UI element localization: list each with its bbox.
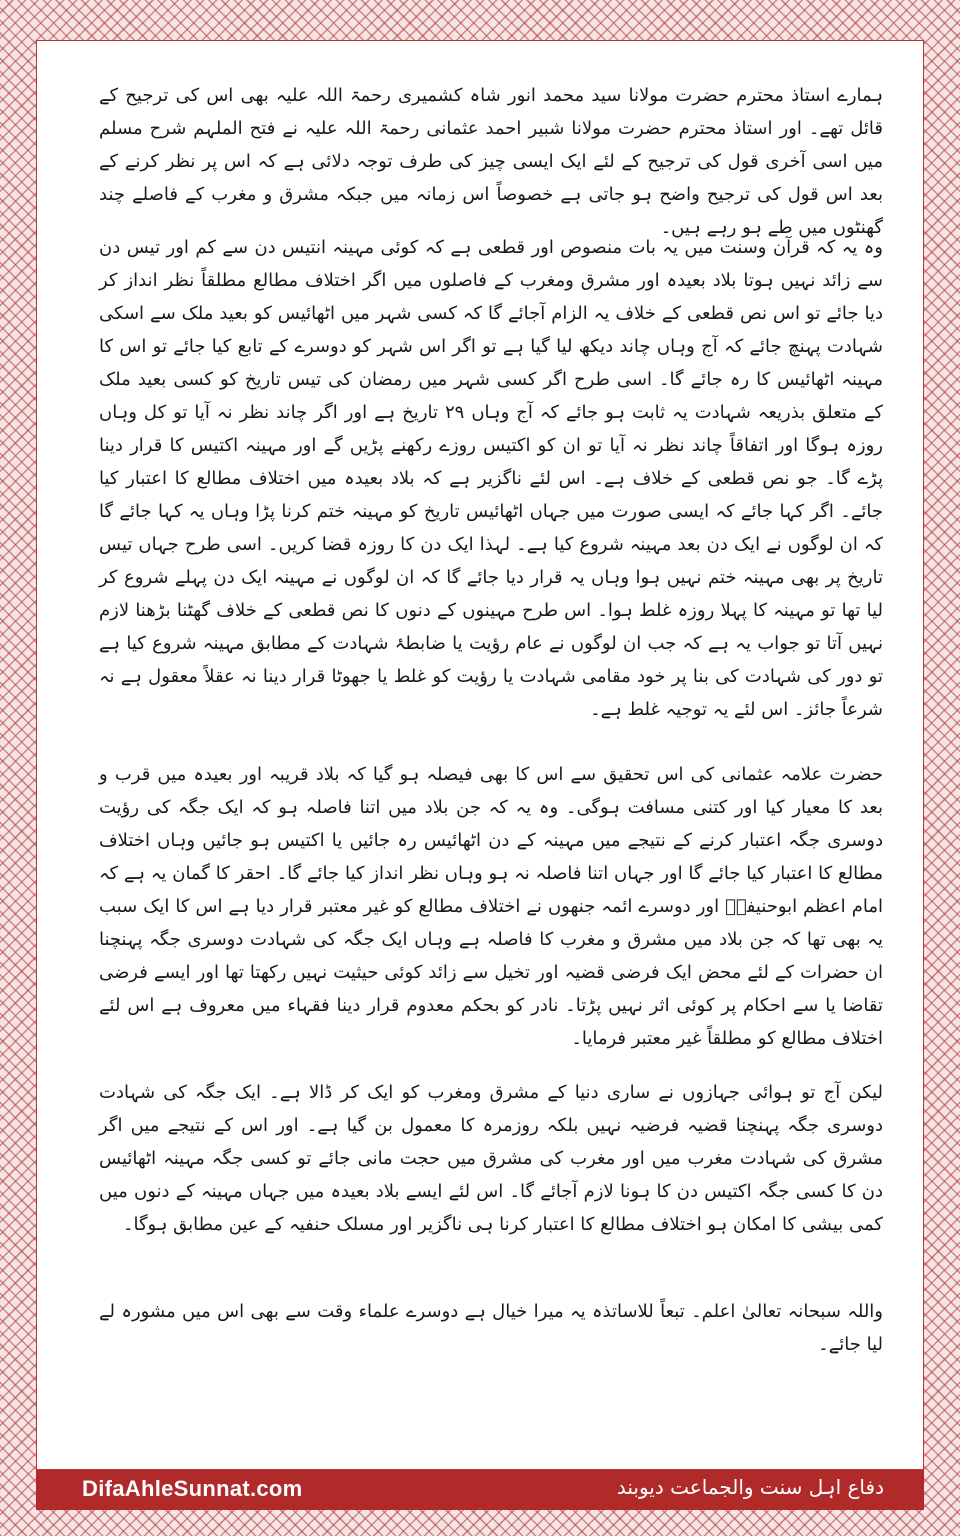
footer-bar (36, 1470, 924, 1510)
paragraph-4: لیکن آج تو ہوائی جہازوں نے ساری دنیا کے مشرق ومغرب کو ایک کر ڈالا ہے۔ ایک جگہ کی شہادت دوسری جگہ پہنچنا قضیہ فرضیہ نہیں بلکہ روزمرہ کا معمول بن گیا ہے۔ اور اس کے نتیجے میں اگر مشرق کی شہادت مغرب میں اور مغرب کی مشرق میں حجت مانی جائے تو کسی جگہ مہینہ اٹھائیس دن کا کسی جگہ اکتیس دن کا ہونا لازم آجائے گا۔ اس لئے ایسے بلاد بعیدہ میں جہاں مہینہ کے دنوں میں کمی بیشی کا امکان ہو اختلاف مطالع کا اعتبار کرنا ہی ناگزیر اور مسلک حنفیہ کے عین مطابق ہوگا۔ (99, 1082, 883, 1235)
document-page (36, 40, 924, 1470)
footer-organization-name: دفاع اہل سنت والجماعت دیوبند (616, 1475, 884, 1499)
paragraph-5: واللہ سبحانہ تعالیٰ اعلم۔ تبعاً للاساتذہ یہ میرا خیال ہے دوسرے علماء وقت سے بھی اس میں مشورہ لے لیا جائے۔ (99, 1301, 883, 1355)
paragraph-3: حضرت علامہ عثمانی کی اس تحقیق سے اس کا بھی فیصلہ ہو گیا کہ بلاد قریبہ اور بعیدہ میں قرب و بعد کا معیار کیا اور کتنی مسافت ہوگی۔ وہ یہ کہ جن بلاد میں اتنا فاصلہ ہو کہ ایک جگہ کی رؤیت دوسری جگہ اعتبار کرنے کے نتیجے میں مہینہ کے دن اٹھائیس رہ جائیں یا اکتیس ہو جائیں وہاں اختلاف مطالع کا اعتبار کیا جائے گا اور جہاں اتنا فاصلہ نہ ہو وہاں نظر انداز کیا جائے گا۔ احقر کا گمان یہ ہے کہ امام اعظم ابوحنیفہؒ اور دوسرے ائمہ جنھوں نے اختلاف مطالع کو غیر معتبر قرار دیا ہے اس کا ایک سبب یہ بھی تھا کہ جن بلاد میں مشرق و مغرب کا فاصلہ ہے وہاں ایک جگہ کی شہادت دوسری جگہ پہنچنا ان حضرات کے لئے محض ایک فرضی قضیہ اور تخیل سے زائد کوئی حیثیت نہیں رکھتا تھا اور ایسے فرضی تقاضا یا سے احکام پر کوئی اثر نہیں پڑتا۔ نادر کو بحکم معدوم قرار دینا فقہاء میں معروف ہے اس لئے اختلاف مطالع کو مطلقاً غیر معتبر فرمایا۔ (99, 764, 883, 1049)
paragraph-1: ہمارے استاذ محترم حضرت مولانا سید محمد انور شاہ کشمیری رحمۃ اللہ علیہ بھی اس کی ترجیح کے قائل تھے۔ اور استاذ محترم حضرت مولانا شبیر احمد عثمانی رحمۃ اللہ علیہ نے فتح الملہم شرح مسلم میں اسی آخری قول کی ترجیح کے لئے ایک ایسی چیز کی طرف توجہ دلائی ہے کہ اس پر نظر کرنے کے بعد اس قول کی ترجیح واضح ہو جاتی ہے خصوصاً اس زمانہ میں جبکہ مشرق و مغرب کے فاصلے چند گھنٹوں میں طے ہو رہے ہیں۔ (99, 85, 883, 238)
footer-website-link[interactable]: DifaAhleSunnat.com (82, 1476, 303, 1501)
paragraph-2: وہ یہ کہ قرآن وسنت میں یہ بات منصوص اور قطعی ہے کہ کوئی مہینہ انتیس دن سے کم اور تیس دن سے زائد نہیں ہوتا بلاد بعیدہ اور مشرق ومغرب کے فاصلوں میں اگر اختلاف مطالع مطلقاً نظر انداز کر دیا جائے تو اس نص قطعی کے خلاف یہ الزام آجائے گا کہ کسی شہر میں اٹھائیس کو بعید ملک سے اسکی شہادت پہنچ جائے کہ آج وہاں چاند دیکھ لیا گیا ہے تو اگر اس شہر کو دوسرے کے تابع کیا جائے تو اس کا مہینہ اٹھائیس کا رہ جائے گا۔ اسی طرح اگر کسی شہر میں رمضان کی تیس تاریخ کو کسی بعید ملک کے متعلق بذریعہ شہادت یہ ثابت ہو جائے کہ آج وہاں ۲۹ تاریخ ہے اور اگر چاند نظر نہ آیا تو کل وہاں روزہ ہوگا اور اتفاقاً چاند نظر نہ آیا تو ان کو اکتیس روزے رکھنے پڑیں گے اور مہینہ اکتیس کا قرار دینا پڑے گا۔ جو نص قطعی کے خلاف ہے۔ اس لئے ناگزیر ہے کہ بلاد بعیدہ میں اختلاف مطالع کا اعتبار کیا جائے۔ اگر کہا جائے کہ ایسی صورت میں جہاں اٹھائیس تاریخ کو مہینہ ختم کرنا پڑا وہاں یہ کہا جائے گا کہ ان لوگوں نے ایک دن بعد مہینہ شروع کیا ہے۔ لہذا ایک دن کا روزہ قضا کریں۔ اسی طرح جہاں تیس تاریخ پر بھی مہینہ ختم نہیں ہوا وہاں یہ قرار دیا جائے گا کہ ان لوگوں نے مہینہ ایک دن پہلے شروع کر لیا تھا تو مہینہ کا پہلا روزہ غلط ہوا۔ اس طرح مہینوں کے دنوں کا نص قطعی کے خلاف گھٹنا بڑھنا لازم نہیں آتا تو جواب یہ ہے کہ جب ان لوگوں نے عام رؤیت یا ضابطۂ شہادت کے مطابق مہینہ شروع کیا ہے تو دور کی شہادت کی بنا پر خود مقامی شہادت یا رؤیت کو غلط یا جھوٹا قرار دینا نہ عقلاً معقول ہے نہ شرعاً جائز۔ اس لئے یہ توجیہ غلط ہے۔ (99, 237, 883, 720)
